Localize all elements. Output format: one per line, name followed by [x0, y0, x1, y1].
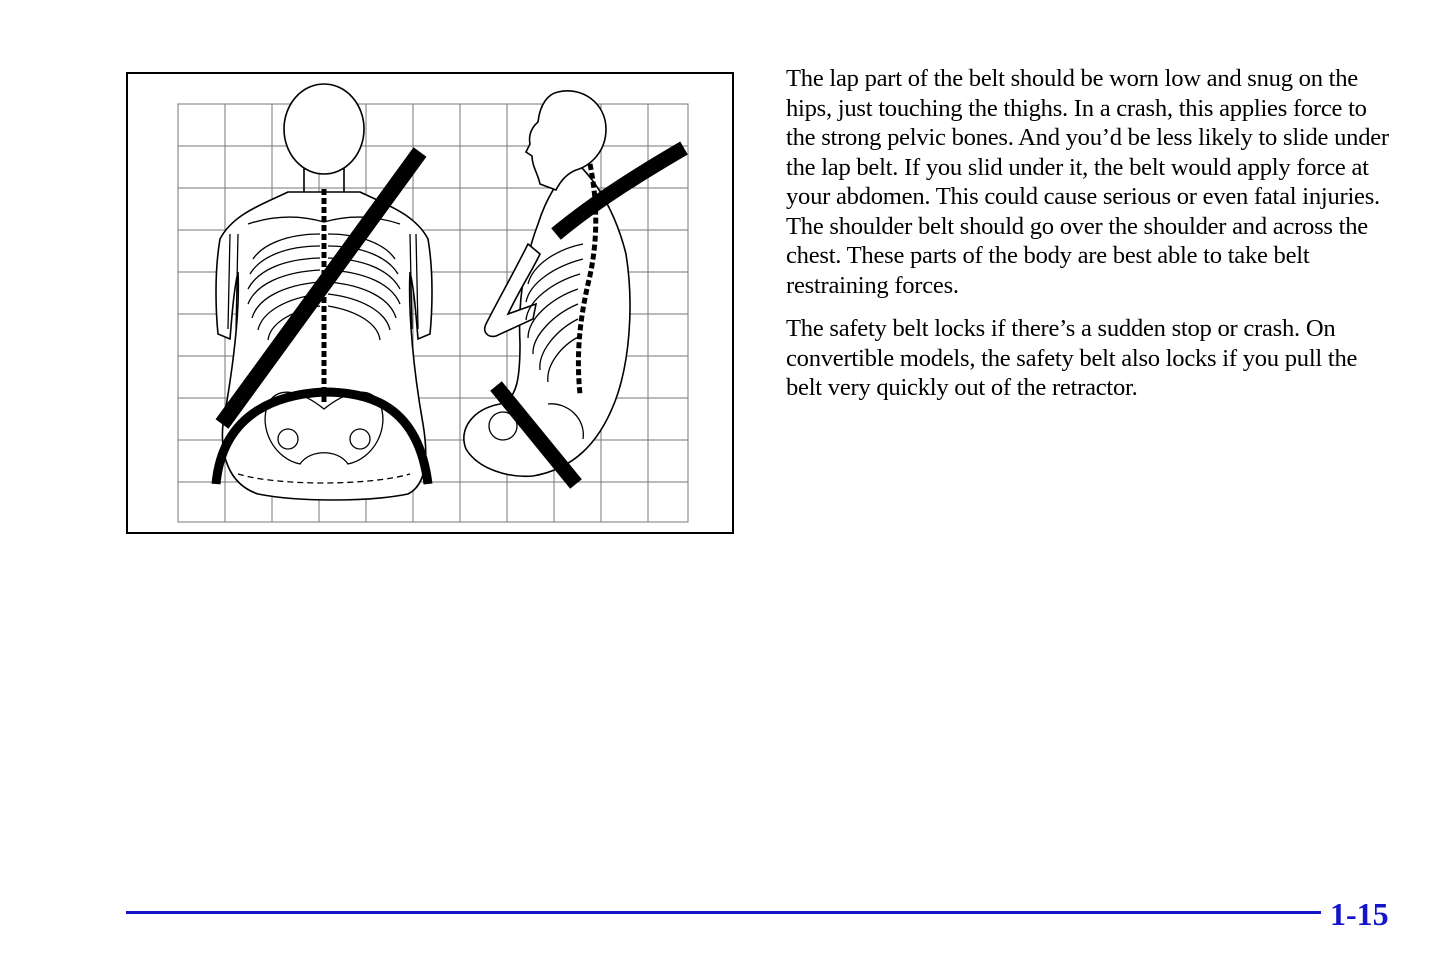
seatbelt-figure — [126, 72, 734, 534]
body-text-column — [786, 64, 1396, 417]
seatbelt-skeleton-illustration-icon — [128, 74, 732, 532]
body-paragraph-belt-locking: The safety belt locks if there’s a sudden stop or crash. On convertible models, the safety belt also locks if you pull the belt very quickly out of the retractor. — [786, 315, 1358, 401]
body-paragraph-lap-belt: The lap part of the belt should be worn low and snug on the hips, just touching the thighs. In a crash, this applies force to the strong pelvic bones. And you’d be less likely to slide under the lap belt. If you slid under it, the belt would apply force at your abdomen. This could cause serious or even fatal injuries. The shoulder belt should go over the shoulder and across the chest. These parts of the body are best able to take belt restraining forces. — [786, 65, 1389, 299]
page-number: 1-15 — [1330, 896, 1389, 932]
footer-rule — [126, 911, 1321, 914]
